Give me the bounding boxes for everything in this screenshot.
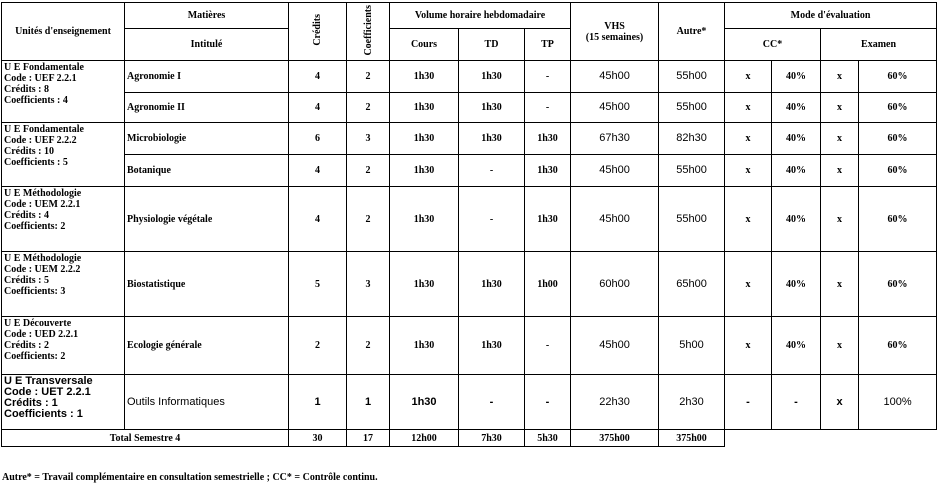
header-cc: CC* bbox=[725, 29, 821, 61]
autre-value: 65h00 bbox=[659, 252, 725, 317]
coef-value: 2 bbox=[347, 317, 390, 375]
unit-line: Coefficients : 5 bbox=[4, 157, 68, 168]
exam-mark: x bbox=[821, 61, 859, 93]
subject-name: Agronomie I bbox=[125, 61, 289, 93]
unit-cell bbox=[2, 375, 125, 430]
unit-line: Code : UEF 2.2.1 bbox=[4, 73, 77, 84]
unit-cell bbox=[2, 123, 125, 187]
exam-mark: x bbox=[821, 93, 859, 123]
autre-value: 82h30 bbox=[659, 123, 725, 155]
header-units: Unités d'enseignement bbox=[2, 3, 125, 61]
exam-pct: 60% bbox=[859, 187, 937, 252]
td-value: 1h30 bbox=[459, 61, 525, 93]
unit-line: Crédits : 4 bbox=[4, 210, 49, 221]
exam-pct: 60% bbox=[859, 123, 937, 155]
total-coef: 17 bbox=[347, 430, 390, 447]
unit-line: U E Méthodologie bbox=[4, 253, 82, 264]
unit-line: U E Méthodologie bbox=[4, 188, 82, 199]
tp-value: - bbox=[525, 61, 571, 93]
header-vhs: VHS (15 semaines) bbox=[571, 3, 659, 61]
unit-line: Crédits : 5 bbox=[4, 275, 49, 286]
unit-cell bbox=[2, 252, 125, 317]
unit-line: Crédits : 2 bbox=[4, 340, 49, 351]
header-weekly-volume: Volume horaire hebdomadaire bbox=[390, 3, 571, 29]
unit-line: Coefficients : 1 bbox=[4, 408, 83, 420]
coef-value: 2 bbox=[347, 61, 390, 93]
tp-value: 1h30 bbox=[525, 155, 571, 187]
unit-line: Crédits : 10 bbox=[4, 146, 54, 157]
table-row bbox=[2, 93, 937, 123]
total-vhs: 375h00 bbox=[571, 430, 659, 447]
cc-pct: 40% bbox=[772, 61, 821, 93]
vhs-value: 45h00 bbox=[571, 155, 659, 187]
vhs-value: 45h00 bbox=[571, 317, 659, 375]
vhs-value: 45h00 bbox=[571, 93, 659, 123]
exam-mark: x bbox=[821, 187, 859, 252]
total-cours: 12h00 bbox=[390, 430, 459, 447]
credits-value: 6 bbox=[289, 123, 347, 155]
cours-value: 1h30 bbox=[390, 317, 459, 375]
cours-value: 1h30 bbox=[390, 61, 459, 93]
header-title-col: Intitulé bbox=[125, 29, 289, 61]
exam-pct: 60% bbox=[859, 61, 937, 93]
coef-value: 2 bbox=[347, 187, 390, 252]
tp-value: - bbox=[525, 375, 571, 430]
credits-value: 4 bbox=[289, 155, 347, 187]
subject-name: Biostatistique bbox=[125, 252, 289, 317]
subject-name: Agronomie II bbox=[125, 93, 289, 123]
cc-pct: 40% bbox=[772, 317, 821, 375]
unit-line: U E Fondamentale bbox=[4, 62, 84, 73]
cc-pct: 40% bbox=[772, 123, 821, 155]
unit-line: Code : UEM 2.2.2 bbox=[4, 264, 81, 275]
cc-mark: x bbox=[725, 317, 772, 375]
header-subjects: Matières bbox=[125, 3, 289, 29]
autre-value: 55h00 bbox=[659, 155, 725, 187]
cours-value: 1h30 bbox=[390, 155, 459, 187]
vhs-value: 45h00 bbox=[571, 187, 659, 252]
total-empty bbox=[725, 430, 937, 447]
credits-value: 1 bbox=[289, 375, 347, 430]
total-label: Total Semestre 4 bbox=[2, 430, 289, 447]
table-row bbox=[2, 187, 937, 252]
cc-mark: x bbox=[725, 155, 772, 187]
cours-value: 1h30 bbox=[390, 187, 459, 252]
table-row bbox=[2, 375, 937, 430]
vhs-value: 22h30 bbox=[571, 375, 659, 430]
td-value: 1h30 bbox=[459, 252, 525, 317]
table-row bbox=[2, 155, 937, 187]
unit-line: U E Fondamentale bbox=[4, 124, 84, 135]
unit-line: Coefficients: 3 bbox=[4, 286, 66, 297]
autre-value: 55h00 bbox=[659, 61, 725, 93]
vhs-value: 67h30 bbox=[571, 123, 659, 155]
cours-value: 1h30 bbox=[390, 93, 459, 123]
unit-line: U E Découverte bbox=[4, 318, 72, 329]
unit-line: Coefficients: 2 bbox=[4, 351, 66, 362]
cc-mark: x bbox=[725, 187, 772, 252]
tp-value: - bbox=[525, 317, 571, 375]
coef-value: 3 bbox=[347, 123, 390, 155]
cours-value: 1h30 bbox=[390, 375, 459, 430]
table-row bbox=[2, 61, 937, 93]
credits-value: 2 bbox=[289, 317, 347, 375]
exam-mark: x bbox=[821, 375, 859, 430]
footnote: Autre* = Travail complémentaire en consultation semestrielle ; CC* = Contrôle continu. bbox=[2, 472, 378, 483]
unit-line: Code : UEF 2.2.2 bbox=[4, 135, 77, 146]
td-value: - bbox=[459, 375, 525, 430]
tp-value: 1h30 bbox=[525, 123, 571, 155]
tp-value: 1h30 bbox=[525, 187, 571, 252]
exam-mark: x bbox=[821, 123, 859, 155]
autre-value: 55h00 bbox=[659, 187, 725, 252]
total-credits: 30 bbox=[289, 430, 347, 447]
cc-mark: x bbox=[725, 252, 772, 317]
header-tp: TP bbox=[525, 29, 571, 61]
cc-pct: 40% bbox=[772, 155, 821, 187]
unit-cell bbox=[2, 61, 125, 123]
credits-value: 4 bbox=[289, 61, 347, 93]
credits-value: 4 bbox=[289, 187, 347, 252]
header-exam: Examen bbox=[821, 29, 937, 61]
exam-pct: 60% bbox=[859, 93, 937, 123]
vhs-value: 60h00 bbox=[571, 252, 659, 317]
exam-pct: 100% bbox=[859, 375, 937, 430]
tp-value: - bbox=[525, 93, 571, 123]
subject-name: Microbiologie bbox=[125, 123, 289, 155]
cc-pct: 40% bbox=[772, 93, 821, 123]
coef-value: 3 bbox=[347, 252, 390, 317]
header-cours: Cours bbox=[390, 29, 459, 61]
exam-pct: 60% bbox=[859, 155, 937, 187]
cc-pct: 40% bbox=[772, 252, 821, 317]
unit-line: Coefficients : 4 bbox=[4, 95, 68, 106]
unit-line: Code : UET 2.2.1 bbox=[4, 386, 91, 398]
unit-line: Code : UED 2.2.1 bbox=[4, 329, 79, 340]
total-tp: 5h30 bbox=[525, 430, 571, 447]
autre-value: 5h00 bbox=[659, 317, 725, 375]
td-value: 1h30 bbox=[459, 93, 525, 123]
cc-mark: x bbox=[725, 123, 772, 155]
cc-mark: x bbox=[725, 61, 772, 93]
credits-value: 5 bbox=[289, 252, 347, 317]
vhs-value: 45h00 bbox=[571, 61, 659, 93]
table-row bbox=[2, 123, 937, 155]
unit-line: U E Transversale bbox=[4, 375, 93, 387]
td-value: - bbox=[459, 187, 525, 252]
header-credits: Crédits bbox=[289, 3, 347, 61]
table-row bbox=[2, 252, 937, 317]
table-row bbox=[2, 317, 937, 375]
curriculum-table bbox=[1, 2, 937, 447]
exam-pct: 60% bbox=[859, 317, 937, 375]
cc-pct: - bbox=[772, 375, 821, 430]
total-td: 7h30 bbox=[459, 430, 525, 447]
total-autre: 375h00 bbox=[659, 430, 725, 447]
unit-line: Crédits : 1 bbox=[4, 397, 58, 409]
coef-value: 1 bbox=[347, 375, 390, 430]
coef-value: 2 bbox=[347, 93, 390, 123]
td-value: 1h30 bbox=[459, 317, 525, 375]
tp-value: 1h00 bbox=[525, 252, 571, 317]
header-td: TD bbox=[459, 29, 525, 61]
cc-pct: 40% bbox=[772, 187, 821, 252]
unit-cell bbox=[2, 317, 125, 375]
subject-name: Ecologie générale bbox=[125, 317, 289, 375]
subject-name: Physiologie végétale bbox=[125, 187, 289, 252]
exam-mark: x bbox=[821, 252, 859, 317]
autre-value: 55h00 bbox=[659, 93, 725, 123]
exam-pct: 60% bbox=[859, 252, 937, 317]
coef-value: 2 bbox=[347, 155, 390, 187]
subject-name: Outils Informatiques bbox=[125, 375, 289, 430]
cc-mark: x bbox=[725, 93, 772, 123]
autre-value: 2h30 bbox=[659, 375, 725, 430]
subject-name: Botanique bbox=[125, 155, 289, 187]
cc-mark: - bbox=[725, 375, 772, 430]
cours-value: 1h30 bbox=[390, 252, 459, 317]
td-value: 1h30 bbox=[459, 123, 525, 155]
td-value: - bbox=[459, 155, 525, 187]
unit-line: Crédits : 8 bbox=[4, 84, 49, 95]
unit-cell bbox=[2, 187, 125, 252]
exam-mark: x bbox=[821, 155, 859, 187]
unit-line: Code : UEM 2.2.1 bbox=[4, 199, 81, 210]
header-autre: Autre* bbox=[659, 3, 725, 61]
header-evaluation: Mode d'évaluation bbox=[725, 3, 937, 29]
credits-value: 4 bbox=[289, 93, 347, 123]
unit-line: Coefficients: 2 bbox=[4, 221, 66, 232]
exam-mark: x bbox=[821, 317, 859, 375]
total-row bbox=[2, 430, 937, 447]
cours-value: 1h30 bbox=[390, 123, 459, 155]
header-coefficients: Coefficients bbox=[347, 3, 390, 61]
